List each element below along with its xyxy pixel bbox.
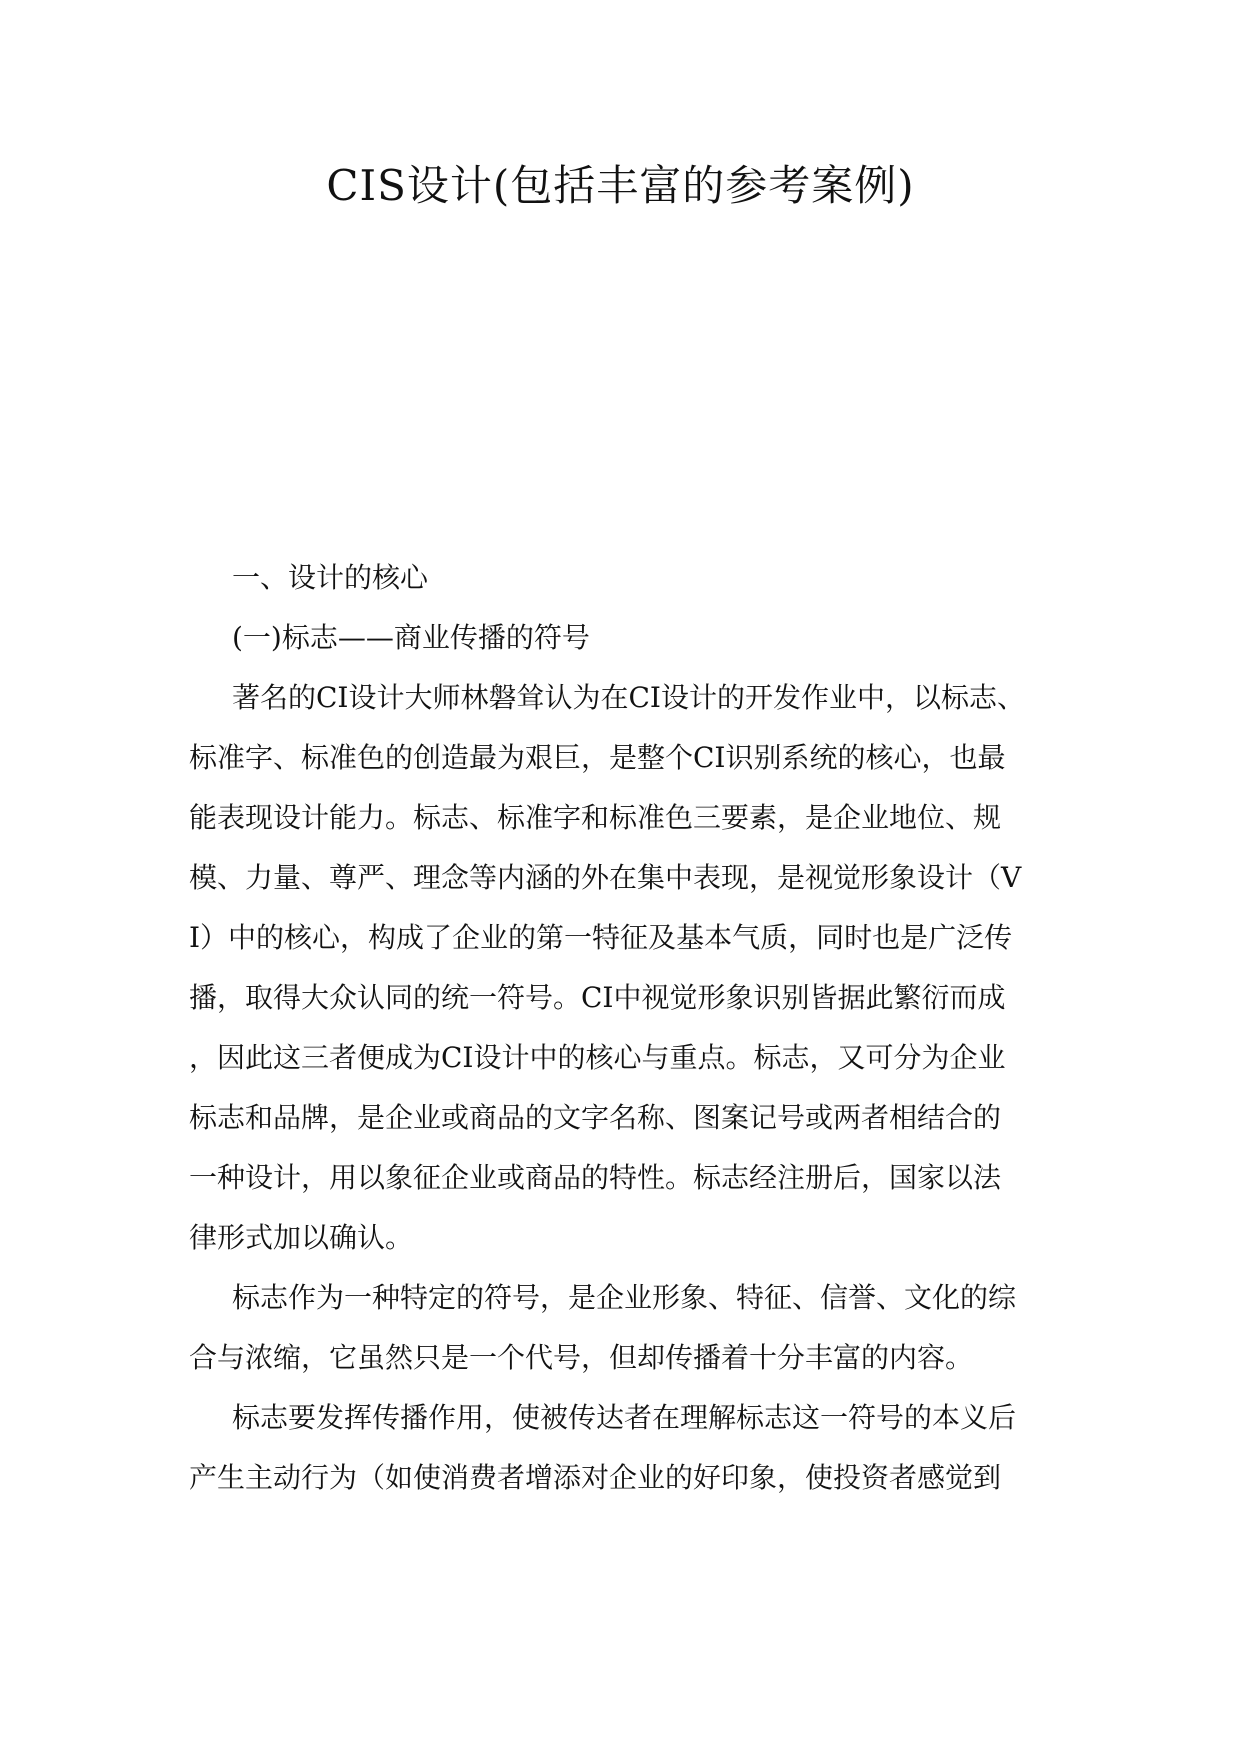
- paragraph-1-line-3: 能表现设计能力。标志、标准字和标准色三要素，是企业地位、规: [189, 801, 1002, 834]
- paragraph-1-line-7: ，因此这三者便成为CI设计中的核心与重点。标志，又可分为企业: [189, 1041, 1006, 1074]
- paragraph-1-line-9: 一种设计，用以象征企业或商品的特性。标志经注册后，国家以法: [189, 1161, 1002, 1194]
- section-heading: 一、设计的核心: [232, 561, 429, 594]
- paragraph-1-line-4: 模、力量、尊严、理念等内涵的外在集中表现，是视觉形象设计（V: [189, 861, 1022, 894]
- document-title: CIS设计(包括丰富的参考案例): [326, 161, 915, 210]
- paragraph-3-line-2: 产生主动行为（如使消费者增添对企业的好印象，使投资者感觉到: [189, 1461, 1002, 1494]
- paragraph-1-line-6: 播，取得大众认同的统一符号。CI中视觉形象识别皆据此繁衍而成: [189, 981, 1006, 1014]
- paragraph-2-line-2: 合与浓缩，它虽然只是一个代号，但却传播着十分丰富的内容。: [189, 1341, 974, 1374]
- paragraph-1-line-8: 标志和品牌，是企业或商品的文字名称、图案记号或两者相结合的: [189, 1101, 1002, 1134]
- paragraph-2-line-1: 标志作为一种特定的符号，是企业形象、特征、信誉、文化的综: [232, 1281, 1017, 1314]
- paragraph-1-line-1: 著名的CI设计大师林磐耸认为在CI设计的开发作业中，以标志、: [232, 681, 1025, 714]
- paragraph-1-line-10: 律形式加以确认。: [189, 1221, 414, 1254]
- paragraph-3-line-1: 标志要发挥传播作用，使被传达者在理解标志这一符号的本义后: [232, 1401, 1017, 1434]
- paragraph-1-line-2: 标准字、标准色的创造最为艰巨，是整个CI识别系统的核心，也最: [189, 741, 1006, 774]
- paragraph-1-line-5: I）中的核心，构成了企业的第一特征及基本气质，同时也是广泛传: [189, 921, 1013, 954]
- subsection-heading: (一)标志——商业传播的符号: [232, 621, 590, 654]
